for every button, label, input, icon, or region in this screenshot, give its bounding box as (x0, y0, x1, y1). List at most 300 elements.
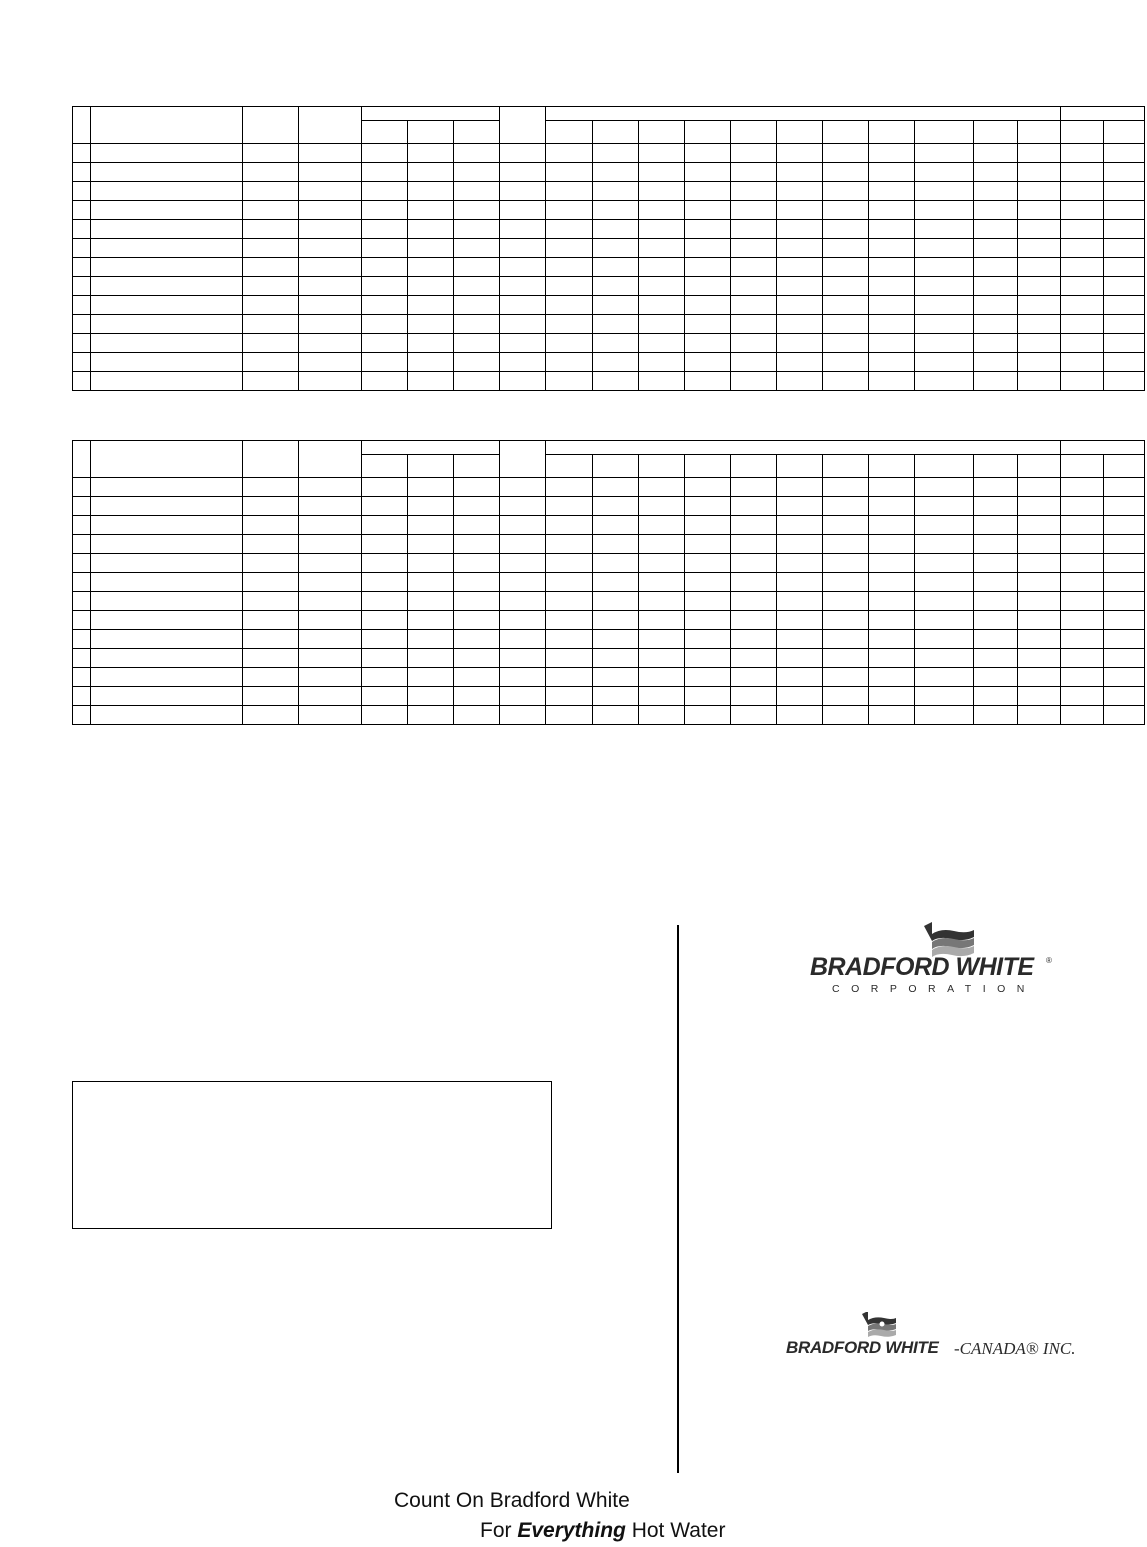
note-box (72, 1081, 552, 1229)
table-cell (73, 554, 91, 573)
table-cell (869, 611, 915, 630)
table-cell (1104, 201, 1145, 220)
table-cell (823, 201, 869, 220)
table-cell (869, 573, 915, 592)
table-cell (915, 649, 974, 668)
table-cell (1104, 239, 1145, 258)
table-cell (777, 296, 823, 315)
table-cell (408, 592, 454, 611)
table-cell (974, 201, 1018, 220)
table-cell (454, 706, 500, 725)
table-cell (777, 497, 823, 516)
table-cell (823, 516, 869, 535)
table-cell (1104, 687, 1145, 706)
table-cell (546, 220, 593, 239)
table-cell (546, 630, 593, 649)
table-cell (1104, 315, 1145, 334)
table-cell (546, 372, 593, 391)
table-cell (823, 277, 869, 296)
table-cell (974, 630, 1018, 649)
table-cell (869, 220, 915, 239)
table-cell (362, 315, 408, 334)
table-cell (454, 630, 500, 649)
table-cell (454, 478, 500, 497)
table-cell (777, 258, 823, 277)
table-cell (500, 592, 546, 611)
table-cell (823, 573, 869, 592)
table-cell (974, 277, 1018, 296)
table-cell (823, 649, 869, 668)
table-cell (823, 554, 869, 573)
table-cell (91, 687, 243, 706)
table-cell (1018, 706, 1061, 725)
table-cell (915, 144, 974, 163)
table-cell (1061, 239, 1104, 258)
table-cell (685, 144, 731, 163)
table-cell (546, 163, 593, 182)
table-cell (823, 353, 869, 372)
table-cell (974, 611, 1018, 630)
table-cell (546, 478, 593, 497)
table-cell (1018, 121, 1061, 144)
table-cell (1104, 535, 1145, 554)
table-cell (500, 687, 546, 706)
table-cell (454, 516, 500, 535)
table-cell (685, 554, 731, 573)
table-cell (974, 649, 1018, 668)
table-cell (454, 554, 500, 573)
table-cell (1061, 497, 1104, 516)
table-cell (299, 315, 362, 334)
table-cell (685, 163, 731, 182)
table-cell (91, 315, 243, 334)
table-cell (91, 334, 243, 353)
table-cell (1104, 353, 1145, 372)
table-cell (639, 201, 685, 220)
table-cell (1104, 630, 1145, 649)
table-cell (869, 497, 915, 516)
table-cell (73, 239, 91, 258)
table-cell (823, 258, 869, 277)
table-cell (299, 353, 362, 372)
table-cell (1061, 277, 1104, 296)
table-cell (915, 315, 974, 334)
table-cell (500, 296, 546, 315)
bradford-white-corporation-logo (806, 920, 1056, 995)
table-cell (731, 455, 777, 478)
table-cell (454, 258, 500, 277)
table-cell (408, 573, 454, 592)
table-cell (73, 630, 91, 649)
table-cell (974, 592, 1018, 611)
table-cell (454, 535, 500, 554)
table-cell (299, 258, 362, 277)
table-cell (685, 497, 731, 516)
table-cell (777, 315, 823, 334)
table-cell (593, 239, 639, 258)
table-cell (408, 478, 454, 497)
table-cell (362, 455, 408, 478)
table-cell (243, 201, 299, 220)
table-cell (1061, 220, 1104, 239)
table-cell (91, 277, 243, 296)
table-cell (91, 573, 243, 592)
table-cell (362, 706, 408, 725)
table-cell (1104, 182, 1145, 201)
table-cell (823, 220, 869, 239)
table-cell (685, 478, 731, 497)
table-cell (73, 182, 91, 201)
tagline-line-1: Count On Bradford White (394, 1489, 630, 1512)
table-cell (593, 315, 639, 334)
table-cell (454, 592, 500, 611)
table-cell (73, 573, 91, 592)
table-cell (915, 296, 974, 315)
table-cell (91, 554, 243, 573)
table-cell (299, 182, 362, 201)
table-cell (243, 353, 299, 372)
table-cell (408, 315, 454, 334)
table-cell (777, 611, 823, 630)
table-cell (299, 296, 362, 315)
table-cell (593, 334, 639, 353)
table-cell (731, 239, 777, 258)
table-cell (639, 649, 685, 668)
table-cell (1018, 497, 1061, 516)
table-cell (1104, 497, 1145, 516)
table-cell (1018, 592, 1061, 611)
table-cell (362, 535, 408, 554)
table-cell (915, 611, 974, 630)
table-cell (639, 277, 685, 296)
table-cell (500, 649, 546, 668)
table-cell (299, 592, 362, 611)
table-cell (731, 277, 777, 296)
table-row (73, 315, 1145, 334)
table-cell (454, 497, 500, 516)
table-cell (73, 353, 91, 372)
table-cell (546, 258, 593, 277)
table-cell (1018, 478, 1061, 497)
table-cell (731, 649, 777, 668)
table-cell (362, 573, 408, 592)
table-cell (915, 687, 974, 706)
table-cell (91, 535, 243, 554)
table-cell (731, 554, 777, 573)
table-cell (362, 296, 408, 315)
table-cell (1018, 144, 1061, 163)
table-cell (915, 201, 974, 220)
table-cell (1104, 334, 1145, 353)
table-cell (685, 258, 731, 277)
table-cell (777, 554, 823, 573)
table-cell (915, 353, 974, 372)
table-cell (243, 630, 299, 649)
table-cell (408, 239, 454, 258)
table-cell (299, 441, 362, 478)
table-cell (823, 611, 869, 630)
table-cell (639, 455, 685, 478)
table-cell (408, 455, 454, 478)
table-cell (915, 497, 974, 516)
table-cell (974, 478, 1018, 497)
table-cell (777, 630, 823, 649)
table-cell (91, 497, 243, 516)
table-cell (500, 372, 546, 391)
table-cell (823, 455, 869, 478)
table-cell (546, 687, 593, 706)
table-cell (593, 277, 639, 296)
table-cell (362, 334, 408, 353)
table-cell (1061, 478, 1104, 497)
table-cell (639, 668, 685, 687)
table-cell (1018, 182, 1061, 201)
table-cell (500, 220, 546, 239)
table-cell (500, 554, 546, 573)
table-cell (500, 239, 546, 258)
table-cell (823, 334, 869, 353)
table-row (73, 334, 1145, 353)
table-cell (777, 649, 823, 668)
table-cell (454, 182, 500, 201)
table-row (73, 706, 1145, 725)
table-cell (731, 315, 777, 334)
table-row (73, 687, 1145, 706)
table-cell (408, 687, 454, 706)
table-cell (1104, 277, 1145, 296)
table-cell (639, 315, 685, 334)
table-cell (869, 592, 915, 611)
table-cell (974, 535, 1018, 554)
table-cell (593, 687, 639, 706)
table-cell (546, 144, 593, 163)
table-cell (593, 535, 639, 554)
table-cell (546, 334, 593, 353)
table-cell (777, 277, 823, 296)
table-cell (362, 372, 408, 391)
table-cell (974, 455, 1018, 478)
table-cell (73, 516, 91, 535)
table-row (73, 478, 1145, 497)
table-cell (546, 497, 593, 516)
table-cell (73, 334, 91, 353)
table-cell (91, 611, 243, 630)
table-cell (777, 573, 823, 592)
table-cell (1061, 107, 1145, 121)
table-cell (500, 258, 546, 277)
table-cell (731, 372, 777, 391)
table-cell (243, 441, 299, 478)
table-cell (408, 353, 454, 372)
table-cell (299, 239, 362, 258)
table-cell (777, 706, 823, 725)
table-cell (777, 220, 823, 239)
table-cell (408, 372, 454, 391)
table-cell (869, 258, 915, 277)
table-cell (362, 201, 408, 220)
table-cell (685, 315, 731, 334)
table-cell (73, 201, 91, 220)
table-cell (593, 144, 639, 163)
table-cell (243, 668, 299, 687)
table-cell (1104, 163, 1145, 182)
table-cell (1018, 611, 1061, 630)
table-cell (1104, 554, 1145, 573)
table-row (73, 630, 1145, 649)
table-cell (823, 668, 869, 687)
table-row (73, 441, 1145, 455)
table-cell (869, 649, 915, 668)
table-cell (869, 182, 915, 201)
table-cell (823, 315, 869, 334)
table-cell (731, 182, 777, 201)
table-cell (91, 296, 243, 315)
table-cell (1061, 182, 1104, 201)
table-row (73, 163, 1145, 182)
table-cell (685, 630, 731, 649)
table-cell (639, 258, 685, 277)
table-cell (73, 315, 91, 334)
table-cell (546, 706, 593, 725)
table-cell (731, 334, 777, 353)
table-cell (1018, 573, 1061, 592)
table-cell (777, 516, 823, 535)
table-cell (299, 201, 362, 220)
table-cell (593, 121, 639, 144)
table-cell (362, 687, 408, 706)
table-cell (915, 554, 974, 573)
table-cell (408, 144, 454, 163)
table-cell (639, 220, 685, 239)
table-row (73, 201, 1145, 220)
table-row (73, 611, 1145, 630)
table-cell (593, 516, 639, 535)
table-cell (243, 687, 299, 706)
table-cell (1104, 649, 1145, 668)
table-cell (869, 163, 915, 182)
table-cell (408, 706, 454, 725)
table-cell (1061, 516, 1104, 535)
table-cell (454, 353, 500, 372)
table-cell (1104, 455, 1145, 478)
table-cell (362, 516, 408, 535)
table-cell (915, 182, 974, 201)
table-cell (243, 478, 299, 497)
table-cell (974, 121, 1018, 144)
table-cell (1104, 611, 1145, 630)
table-cell (500, 478, 546, 497)
table-cell (1018, 455, 1061, 478)
table-cell (243, 573, 299, 592)
table-cell (731, 201, 777, 220)
table-cell (299, 277, 362, 296)
table-cell (915, 535, 974, 554)
table-cell (593, 220, 639, 239)
table-cell (915, 220, 974, 239)
table-cell (1104, 372, 1145, 391)
table-cell (1061, 296, 1104, 315)
table-cell (777, 144, 823, 163)
table-cell (685, 277, 731, 296)
table-cell (299, 163, 362, 182)
table-cell (823, 478, 869, 497)
table-cell (91, 163, 243, 182)
table-cell (685, 668, 731, 687)
table-cell (1061, 535, 1104, 554)
table-cell (91, 220, 243, 239)
table-cell (299, 706, 362, 725)
registered-mark: ® (1046, 956, 1052, 965)
table-cell (731, 144, 777, 163)
table-cell (454, 277, 500, 296)
table-row (73, 573, 1145, 592)
table-cell (546, 353, 593, 372)
table-cell (731, 121, 777, 144)
table-row (73, 353, 1145, 372)
table-cell (454, 455, 500, 478)
table-cell (915, 668, 974, 687)
table-cell (299, 516, 362, 535)
table-cell (915, 573, 974, 592)
table-cell (73, 277, 91, 296)
table-cell (91, 239, 243, 258)
table-cell (639, 239, 685, 258)
table-cell (243, 239, 299, 258)
table-cell (454, 687, 500, 706)
table-cell (1061, 611, 1104, 630)
table-cell (500, 441, 546, 478)
table-cell (974, 182, 1018, 201)
table-cell (1061, 353, 1104, 372)
table-cell (500, 516, 546, 535)
table-cell (362, 630, 408, 649)
table-cell (91, 258, 243, 277)
table-cell (1018, 239, 1061, 258)
table-cell (974, 315, 1018, 334)
table-cell (869, 121, 915, 144)
table-cell (869, 668, 915, 687)
table-cell (593, 554, 639, 573)
table-cell (731, 573, 777, 592)
table-cell (639, 372, 685, 391)
table-cell (362, 649, 408, 668)
table-cell (1018, 649, 1061, 668)
table-cell (685, 535, 731, 554)
table-cell (1061, 630, 1104, 649)
table-cell (91, 201, 243, 220)
table-row (73, 258, 1145, 277)
table-cell (823, 535, 869, 554)
table-cell (408, 277, 454, 296)
table-cell (408, 554, 454, 573)
table-cell (731, 478, 777, 497)
table-cell (1104, 258, 1145, 277)
table-cell (915, 478, 974, 497)
table-cell (500, 201, 546, 220)
table-cell (1061, 592, 1104, 611)
table-cell (639, 478, 685, 497)
table-cell (731, 163, 777, 182)
table-cell (593, 201, 639, 220)
table-cell (1018, 201, 1061, 220)
table-cell (362, 121, 408, 144)
table-cell (639, 353, 685, 372)
canada-logo-suffix: -CANADA® INC. (954, 1339, 1076, 1358)
table-cell (546, 296, 593, 315)
table-cell (777, 201, 823, 220)
table-cell (1018, 516, 1061, 535)
table-cell (974, 220, 1018, 239)
